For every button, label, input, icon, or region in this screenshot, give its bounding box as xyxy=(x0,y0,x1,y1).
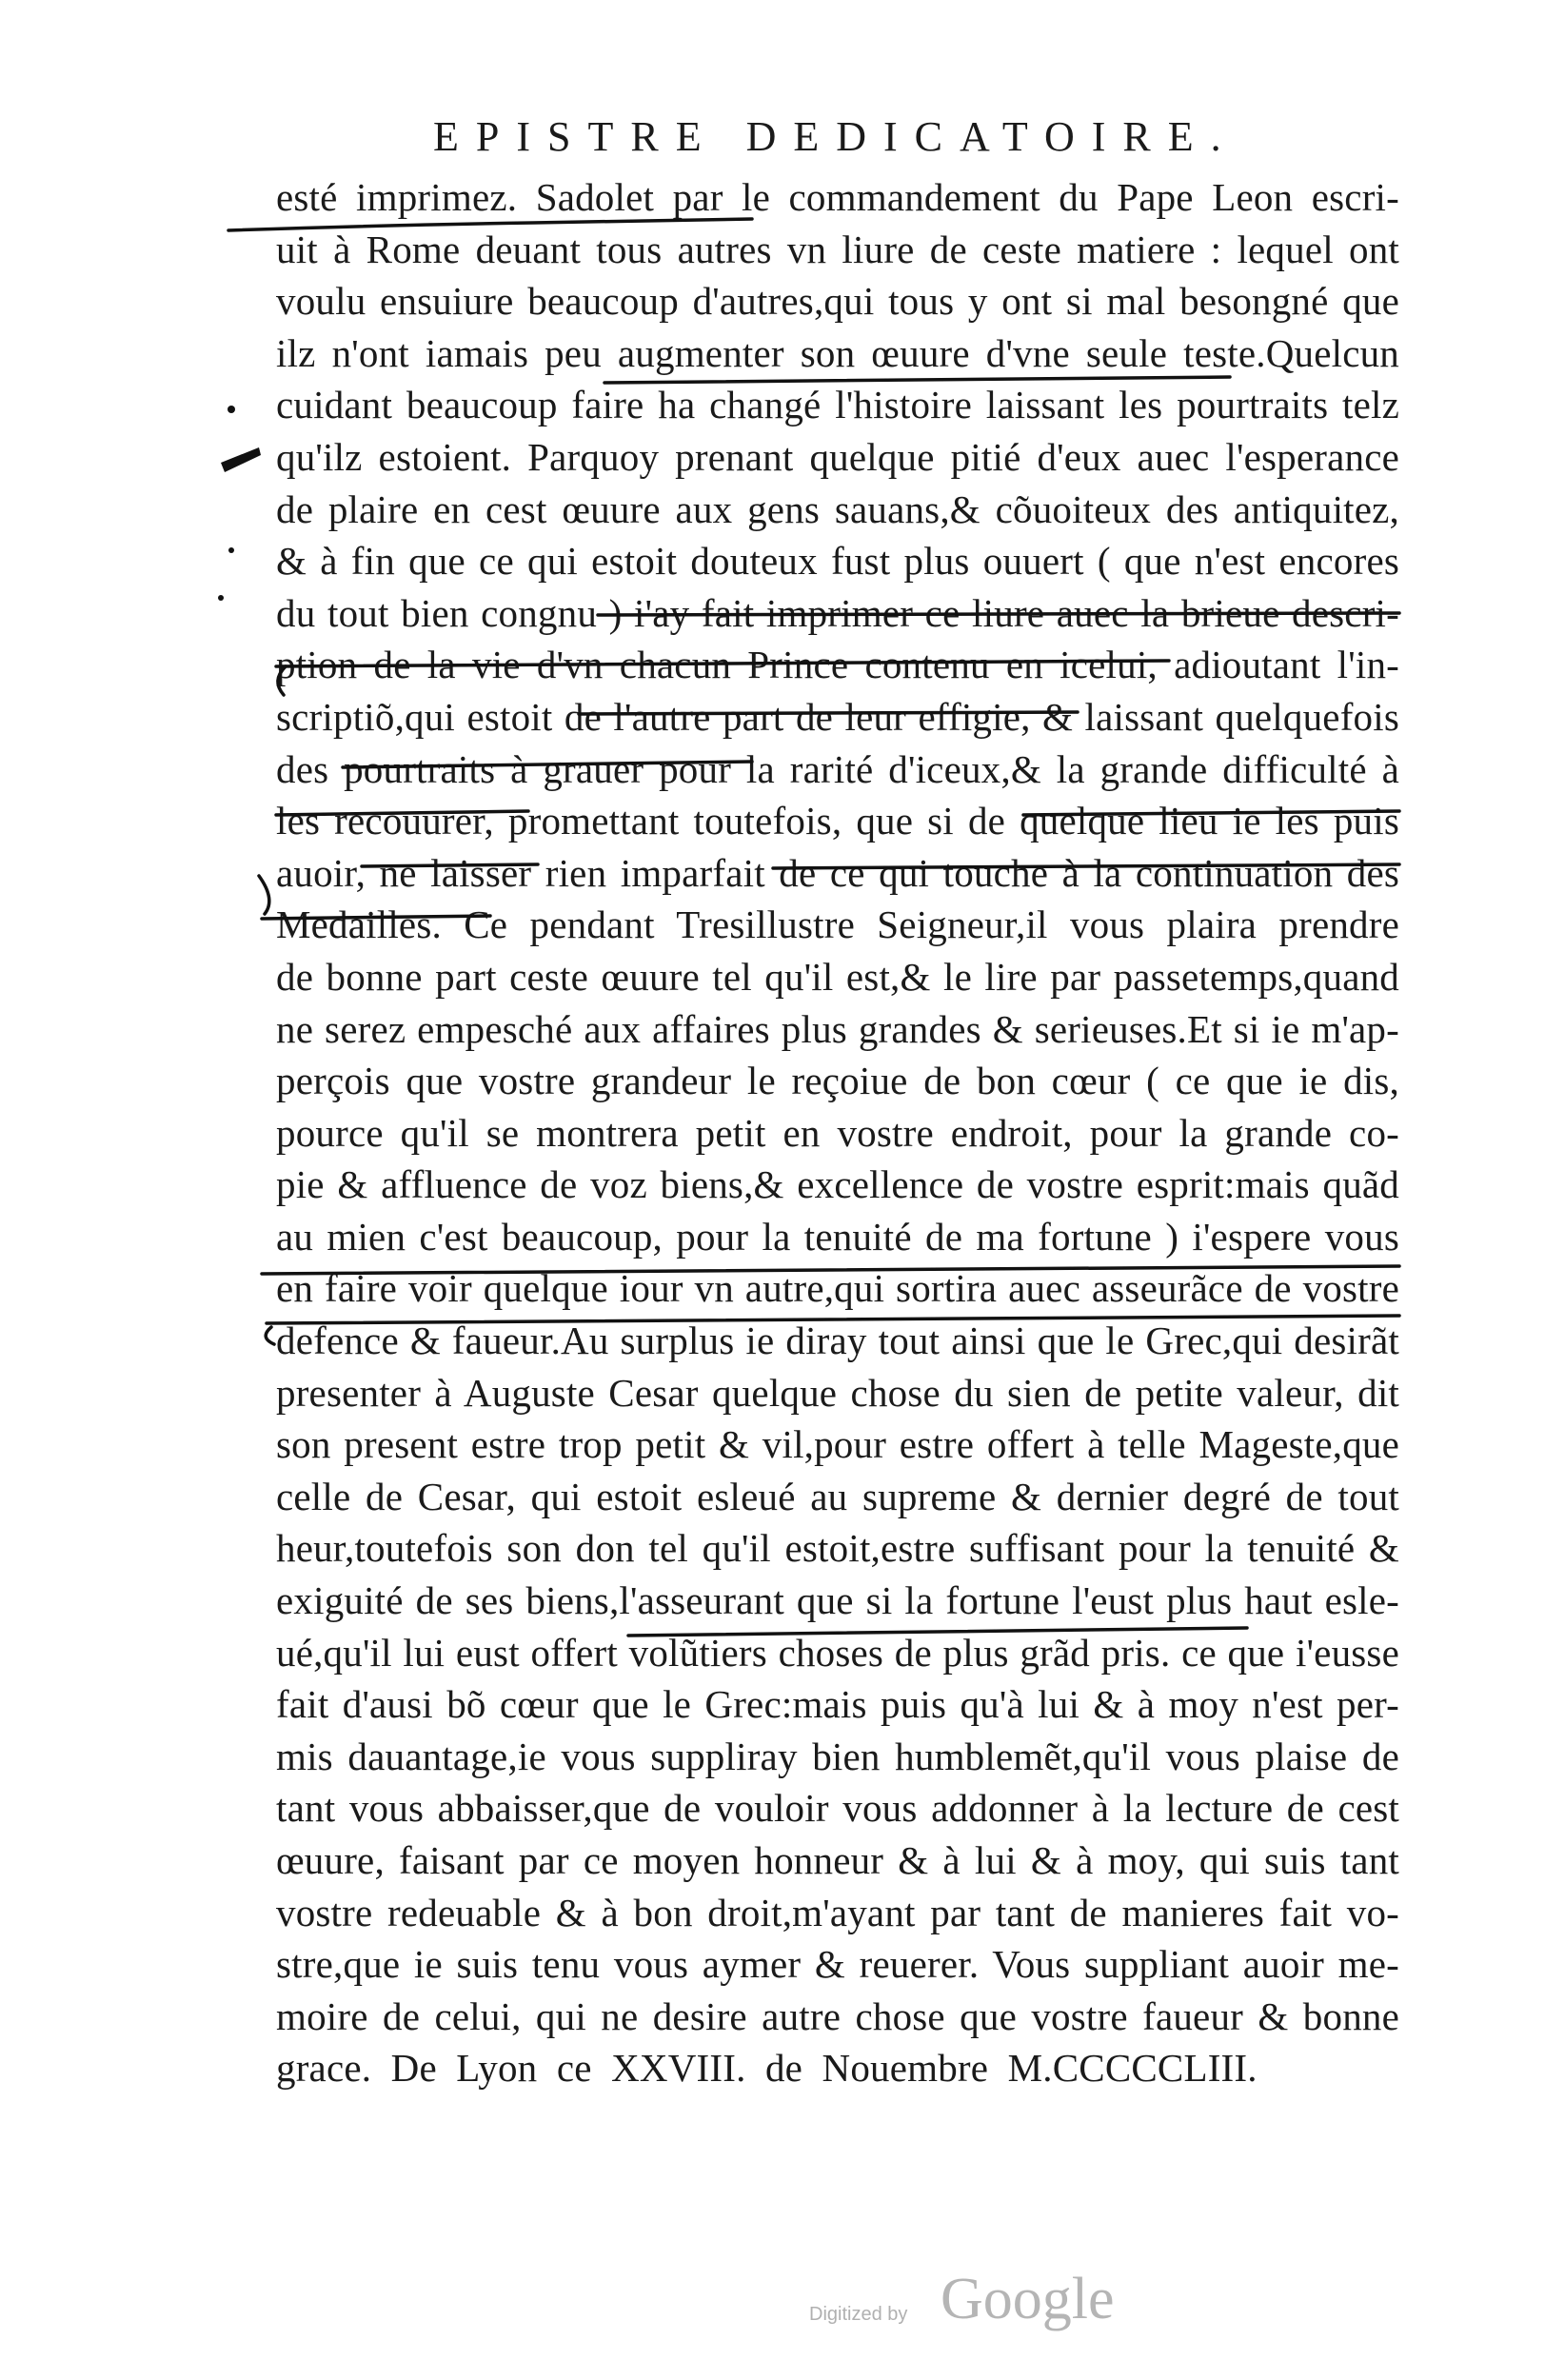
text-line: tant vous abbaisser,que de vouloir vous addonner à la lecture de cest xyxy=(276,1786,1399,1831)
text-line: de plaire en cest œuure aux gens sauans,& cõuoiteux des antiquitez, xyxy=(276,486,1399,531)
text-line: ilz n'ont iamais peu augmenter son œuure d'vne seule teste.Quelcun xyxy=(276,330,1399,375)
text-line: scriptiõ,qui estoit de l'autre part de leur effigie, & laissant quelquefois xyxy=(276,694,1399,739)
text-line: Medailles. Ce pendant Tresillustre Seigneur,il vous plaira prendre xyxy=(276,902,1399,947)
margin-dash-mark xyxy=(221,447,261,472)
margin-dot-mark xyxy=(228,547,234,553)
margin-dot-mark xyxy=(218,595,224,601)
text-line: auoir, ne laisser rien imparfait de ce qui touche à la continuation des xyxy=(276,850,1399,895)
text-line: defence & faueur.Au surplus ie diray tout ainsi que le Grec,qui desirãt xyxy=(276,1319,1399,1363)
text-line: ne serez empesché aux affaires plus grandes & serieuses.Et si ie m'ap- xyxy=(276,1006,1399,1051)
text-line: presenter à Auguste Cesar quelque chose du sien de petite valeur, dit xyxy=(276,1370,1399,1415)
underline-mark xyxy=(259,876,269,914)
text-line: fait d'ausi bõ cœur que le Grec:mais puis qu'à lui & à moy n'est per- xyxy=(276,1682,1399,1727)
google-logo: Google xyxy=(941,2267,1115,2331)
text-line: ué,qu'il lui eust offert volũtiers choses de plus grãd pris. ce que i'eusse xyxy=(276,1630,1399,1675)
text-line: son present estre trop petit & vil,pour estre offert à telle Mageste,que xyxy=(276,1422,1399,1467)
text-line: esté imprimez. Sadolet par le commandement du Pape Leon escri- xyxy=(276,175,1399,219)
text-line: vostre redeuable & à bon droit,m'ayant par tant de manieres fait vo- xyxy=(276,1890,1399,1934)
text-line: exiguité de ses biens,l'asseurant que si la fortune l'eust plus haut esle- xyxy=(276,1578,1399,1623)
text-line: mis dauantage,ie vous suppliray bien humblemẽt,qu'il vous plaise de xyxy=(276,1734,1399,1778)
text-line: stre,que ie suis tenu vous aymer & reuerer. Vous suppliant auoir me- xyxy=(276,1942,1399,1987)
text-line: celle de Cesar, qui estoit esleué au supreme & dernier degré de tout xyxy=(276,1474,1399,1518)
text-line: des pourtraits à grauer pour la rarité d'iceux,& la grande difficulté à xyxy=(276,746,1399,791)
margin-dot-mark xyxy=(228,406,235,413)
text-line: uit à Rome deuant tous autres vn liure de ceste matiere : lequel ont xyxy=(276,227,1399,271)
underline-mark xyxy=(266,1327,274,1344)
text-line: cuidant beaucoup faire ha changé l'histoire laissant les pourtraits telz xyxy=(276,383,1399,427)
text-line: au mien c'est beaucoup, pour la tenuité de ma fortune ) i'espere vous xyxy=(276,1214,1399,1259)
text-line: voulu ensuiure beaucoup d'autres,qui tous y ont si mal besongné que xyxy=(276,279,1399,324)
text-line: de bonne part ceste œuure tel qu'il est,& le lire par passetemps,quand xyxy=(276,954,1399,999)
text-line: du tout bien congnu ) i'ay fait imprimer ce liure auec la brieue descri- xyxy=(276,590,1399,635)
text-line-closing: grace. De Lyon ce XXVIII. de Nouembre M.CCCCCLIII. xyxy=(276,2046,1258,2091)
text-line: œuure, faisant par ce moyen honneur & à lui & à moy, qui suis tant xyxy=(276,1838,1399,1882)
text-line: en faire voir quelque iour vn autre,qui sortira auec asseurãce de vostre xyxy=(276,1266,1399,1311)
text-line: pource qu'il se montrera petit en vostre endroit, pour la grande co- xyxy=(276,1110,1399,1155)
dedication-text xyxy=(276,171,1399,2094)
digitization-watermark xyxy=(809,2266,1190,2342)
text-line: & à fin que ce qui estoit douteux fust plus ouuert ( que n'est encores xyxy=(276,539,1399,584)
digitized-by-label: Digitized by xyxy=(809,2304,908,2325)
text-line: ption de la vie d'vn chacun Prince contenu en icelui, adioutant l'in- xyxy=(276,643,1399,687)
text-line: moire de celui, qui ne desire autre chose que vostre faueur & bonne xyxy=(276,1993,1399,2038)
text-line: perçois que vostre grandeur le reçoiue de bon cœur ( ce que ie dis, xyxy=(276,1059,1399,1103)
text-line: les recouurer, promettant toutefois, que si de quelque lieu ie les puis xyxy=(276,799,1399,843)
text-line: qu'ilz estoient. Parquoy prenant quelque pitié d'eux auec l'esperance xyxy=(276,434,1399,479)
text-line: pie & affluence de voz biens,& excellence de vostre esprit:mais quãd xyxy=(276,1162,1399,1207)
running-title: EPISTRE DEDICATOIRE. xyxy=(433,113,1238,160)
text-line: heur,toutefois son don tel qu'il estoit,estre suffisant pour la tenuité & xyxy=(276,1526,1399,1571)
